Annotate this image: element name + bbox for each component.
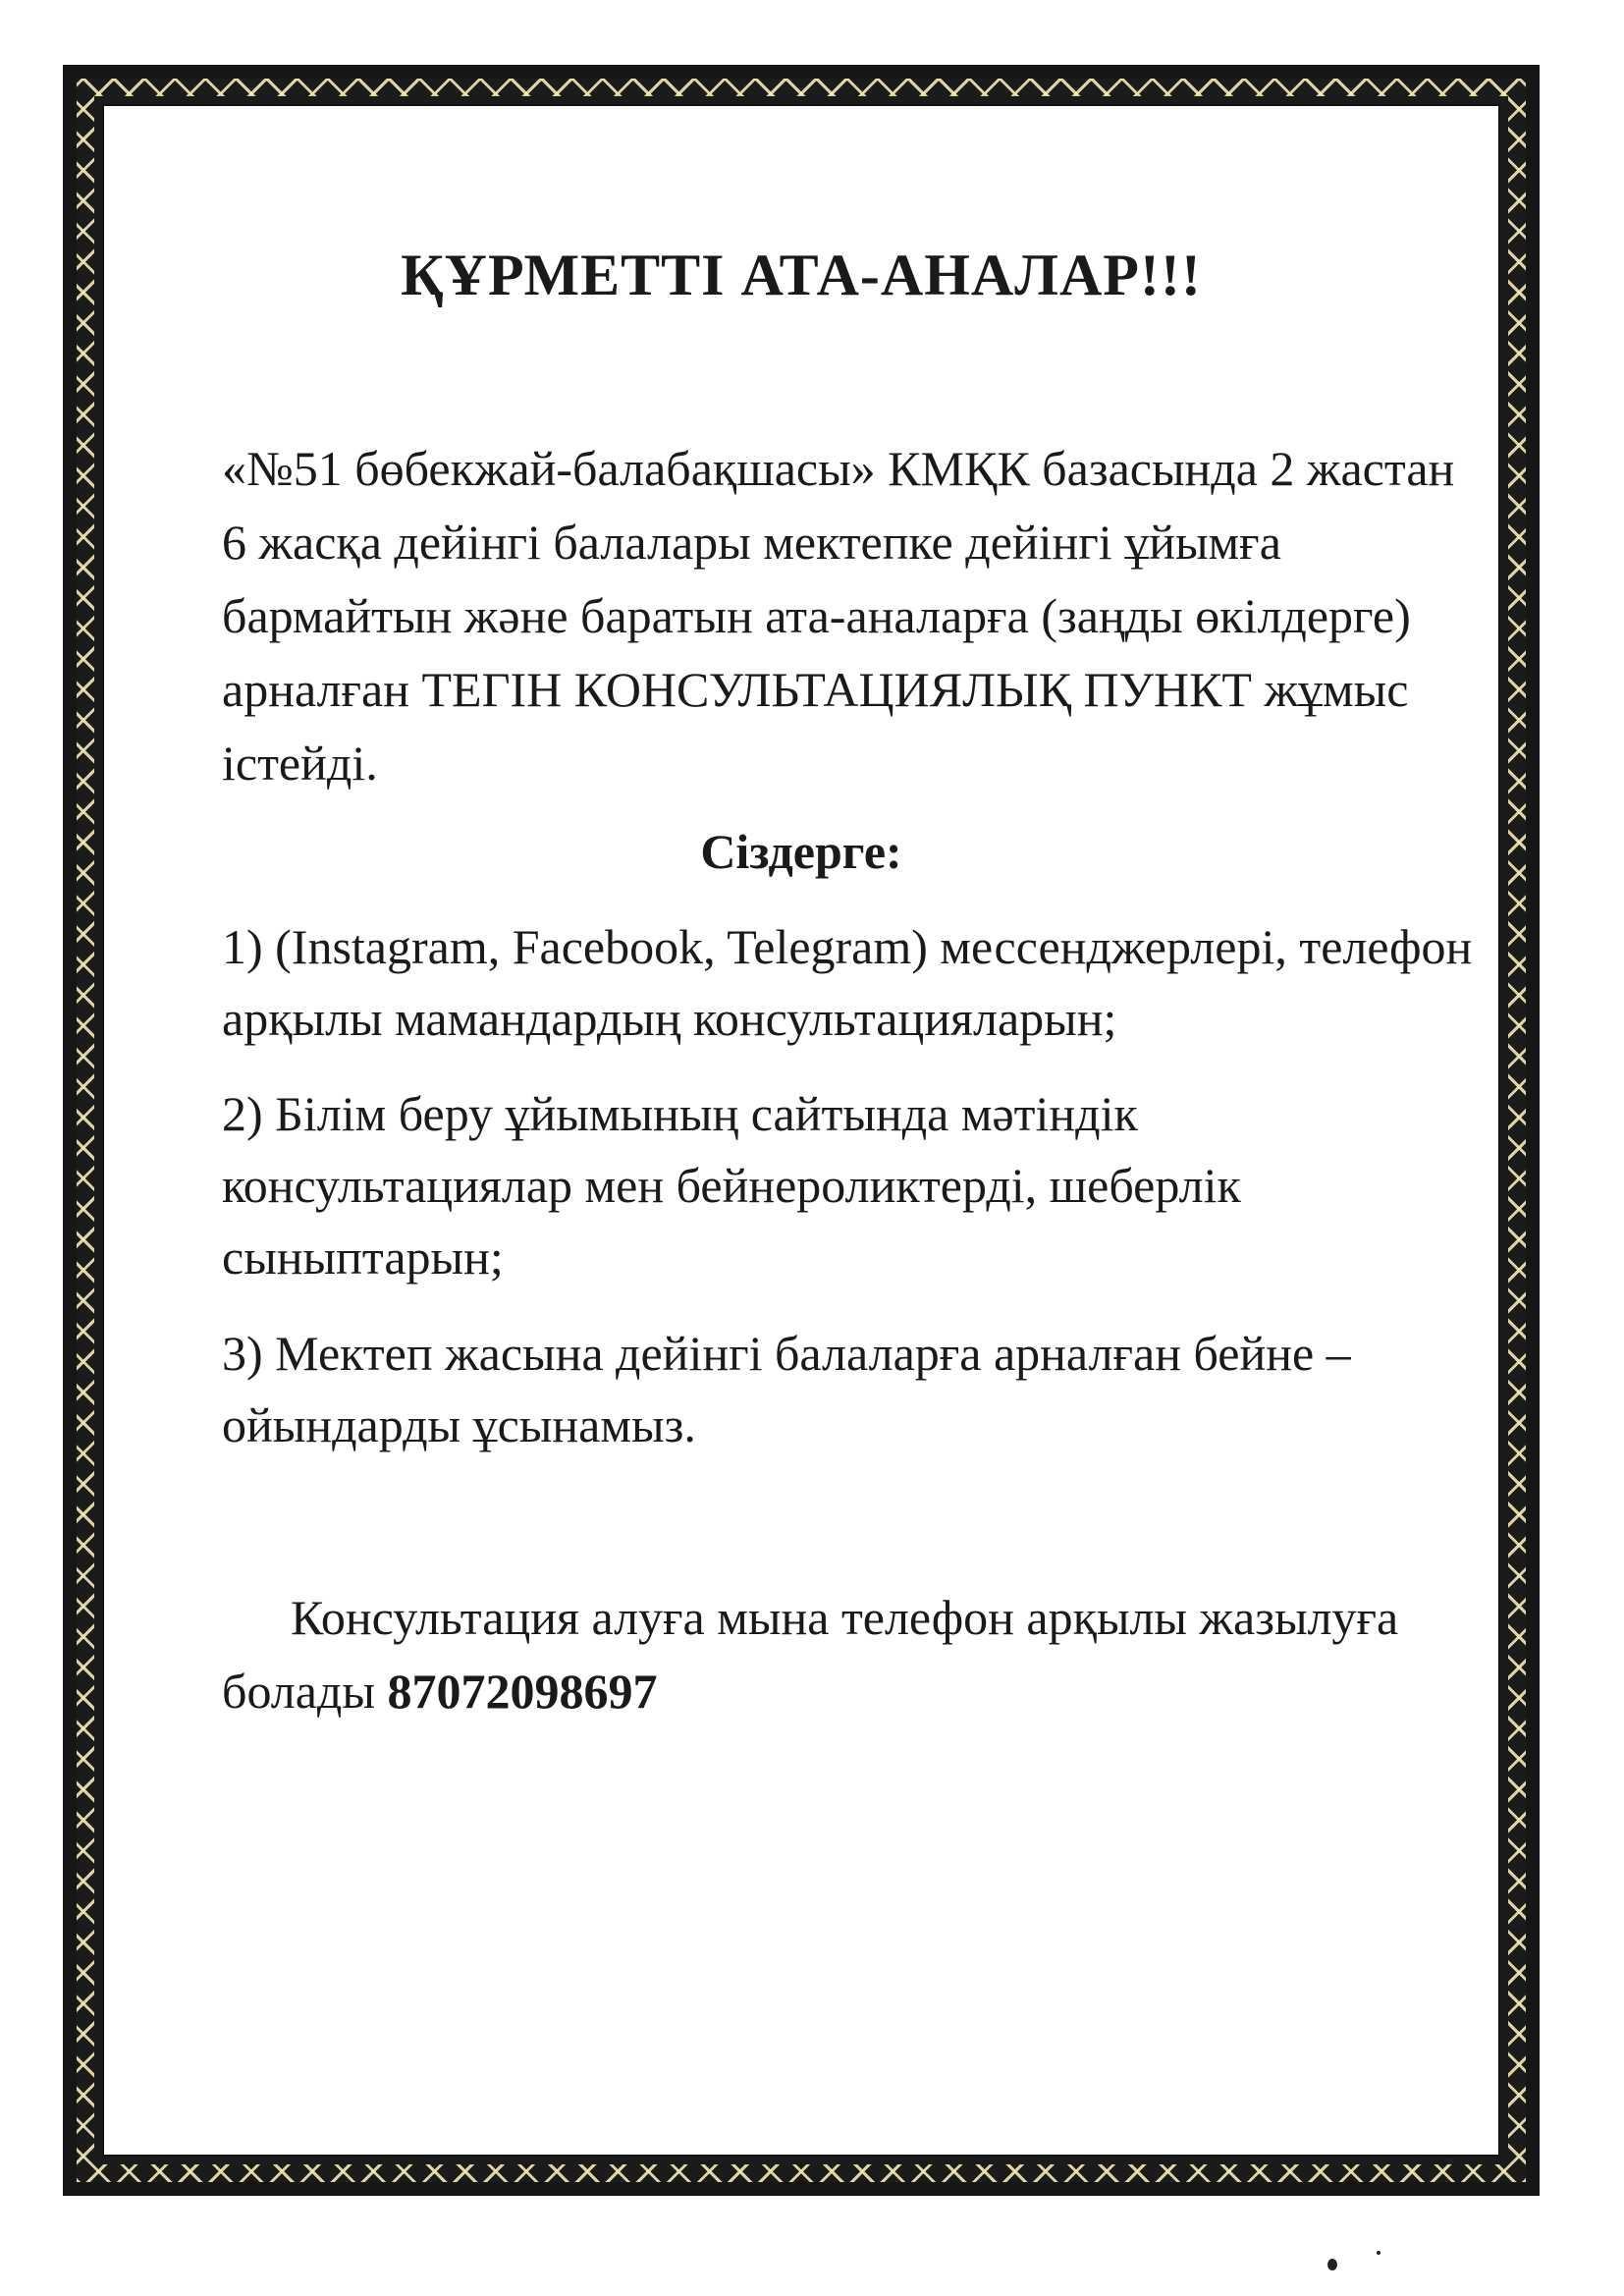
offer-heading: Сіздерге: xyxy=(700,824,902,879)
contact-phone: 87072098697 xyxy=(387,1664,658,1719)
notice-intro: «№51 бөбекжай-балабақшасы» КМҚК базасында 2 жастан 6 жасқа дейінгі балалары мектепке дейінгі ұйымға бармайтын және баратын ата-аналарға (заңды өкілдерге) арналған ТЕГІН КОНСУЛЬТАЦИЯЛЫҚ ПУНКТ жұмыс істейді. xyxy=(222,441,1455,791)
scan-speck xyxy=(1377,2251,1380,2255)
scan-speck xyxy=(1327,2259,1337,2270)
contact-text: Консультация алуға мына телефон арқылы жазылуға болады xyxy=(222,1590,1399,1719)
offer-item-3: 3) Мектеп жасына дейінгі балаларға арналған бейне – ойындарды ұсынамыз. xyxy=(222,1326,1351,1452)
offer-item-2: 2) Білім беру ұйымының сайтында мәтіндік консультациялар мен бейнероликтерді, шеберлік сыныптарын; xyxy=(222,1086,1241,1285)
contact-paragraph xyxy=(222,1581,1489,1728)
notice-title: ҚҰРМЕТТІ АТА-АНАЛАР!!! xyxy=(401,243,1202,307)
offer-item-1: 1) (Instagram, Facebook, Telegram) мессенджерлері, телефон арқылы мамандардың консультацияларын; xyxy=(222,919,1473,1046)
scan-speck xyxy=(1447,2159,1453,2164)
